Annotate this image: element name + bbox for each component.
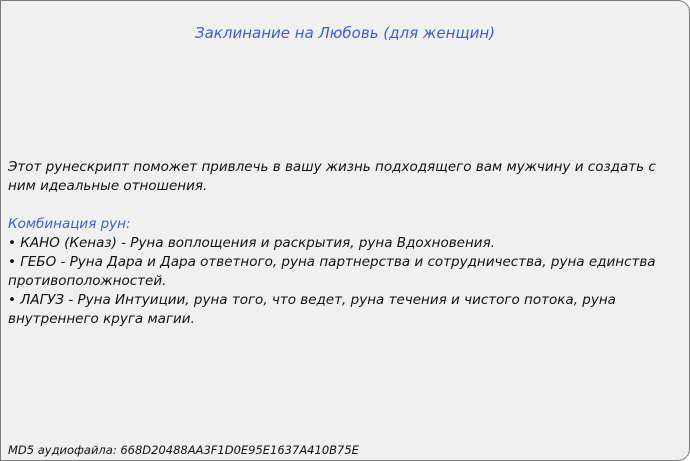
description-content [8,158,668,329]
runes-heading: Комбинация рун: [8,216,131,232]
rune-item-kano: • КАНО (Кеназ) - Руна воплощения и раскрытия, руна Вдохновения. [8,235,495,251]
md5-checksum: MD5 аудиофайла: 668D20488AA3F1D0E95E1637A410B75E [8,443,359,457]
spell-title: Заклинание на Любовь (для женщин) [195,24,495,42]
intro-text: Этот рунескрипт поможет привлечь в вашу жизнь подходящего вам мужчину и создать с ним идеальные отношения. [8,159,656,194]
rune-item-gebo: • ГЕБО - Руна Дара и Дара ответного, руна партнерства и сотрудничества, руна единства противоположностей. [8,254,656,289]
rune-item-laguz: • ЛАГУЗ - Руна Интуиции, руна того, что ведет, руна течения и чистого потока, руна внутреннего круга магии. [8,292,616,327]
